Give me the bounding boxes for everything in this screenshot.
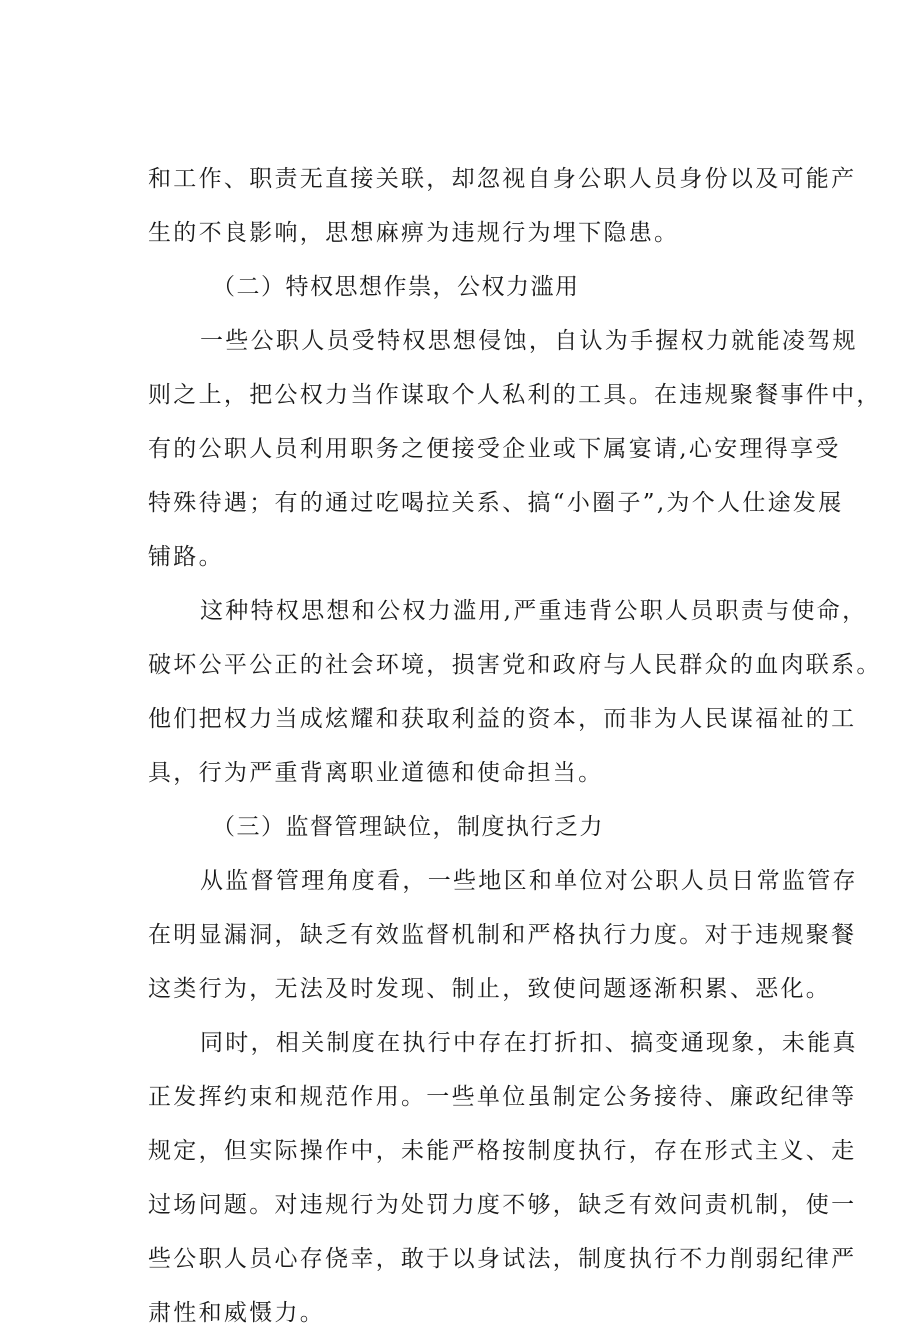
section-heading [148, 260, 808, 314]
document-body [148, 152, 882, 1340]
text-line: 这类行为，无法及时发现、制止，致使问题逐渐积累、恶化。 [148, 976, 832, 1002]
text-line: 肃性和威慑力。 [148, 1300, 326, 1326]
text-line: 一些公职人员受特权思想侵蚀，自认为手握权力就能凌驾规 [200, 328, 858, 354]
text-line: 从监督管理角度看，一些地区和单位对公职人员日常监管存 [200, 868, 858, 894]
paragraph [148, 152, 857, 260]
heading-text: （三）监督管理缺位，制度执行乏力 [212, 814, 604, 840]
text-line: 在明显漏洞，缺乏有效监督机制和严格执行力度。对于违规聚餐 [148, 922, 857, 948]
text-line: 些公职人员心存侥幸，敢于以身试法，制度执行不力削弱纪律严 [148, 1246, 857, 1272]
text-line: 则之上，把公权力当作谋取个人私利的工具。在违规聚餐事件中， [148, 382, 882, 408]
paragraph [148, 854, 858, 1016]
paragraph [148, 584, 882, 800]
text-line: 破坏公平公正的社会环境，损害党和政府与人民群众的血肉联系。 [148, 652, 882, 678]
text-line: 同时，相关制度在执行中存在打折扣、搞变通现象，未能真 [200, 1030, 858, 1056]
text-line: 这种特权思想和公权力滥用,严重违背公职人员职责与使命， [200, 598, 868, 624]
text-line: 和工作、职责无直接关联，却忽视自身公职人员身份以及可能产 [148, 166, 857, 192]
text-line: 规定，但实际操作中，未能严格按制度执行，存在形式主义、走 [148, 1138, 857, 1164]
paragraph [148, 1016, 858, 1340]
text-line: 正发挥约束和规范作用。一些单位虽制定公务接待、廉政纪律等 [148, 1084, 857, 1110]
text-line: 他们把权力当成炫耀和获取利益的资本，而非为人民谋福祉的工 [148, 706, 857, 732]
text-line: 过场问题。对违规行为处罚力度不够，缺乏有效问责机制，使一 [148, 1192, 857, 1218]
paragraph [148, 314, 882, 584]
text-line: 铺路。 [148, 544, 224, 570]
text-line: 生的不良影响，思想麻痹为违规行为埋下隐患。 [148, 220, 680, 246]
text-line: 有的公职人员利用职务之便接受企业或下属宴请,心安理得享受 [148, 436, 841, 462]
text-line: 具，行为严重背离职业道德和使命担当。 [148, 760, 604, 786]
heading-text: （二）特权思想作祟，公权力滥用 [212, 274, 580, 300]
section-heading [148, 800, 808, 854]
text-line: 特殊待遇；有的通过吃喝拉关系、搞“小圈子”,为个人仕途发展 [148, 490, 844, 516]
